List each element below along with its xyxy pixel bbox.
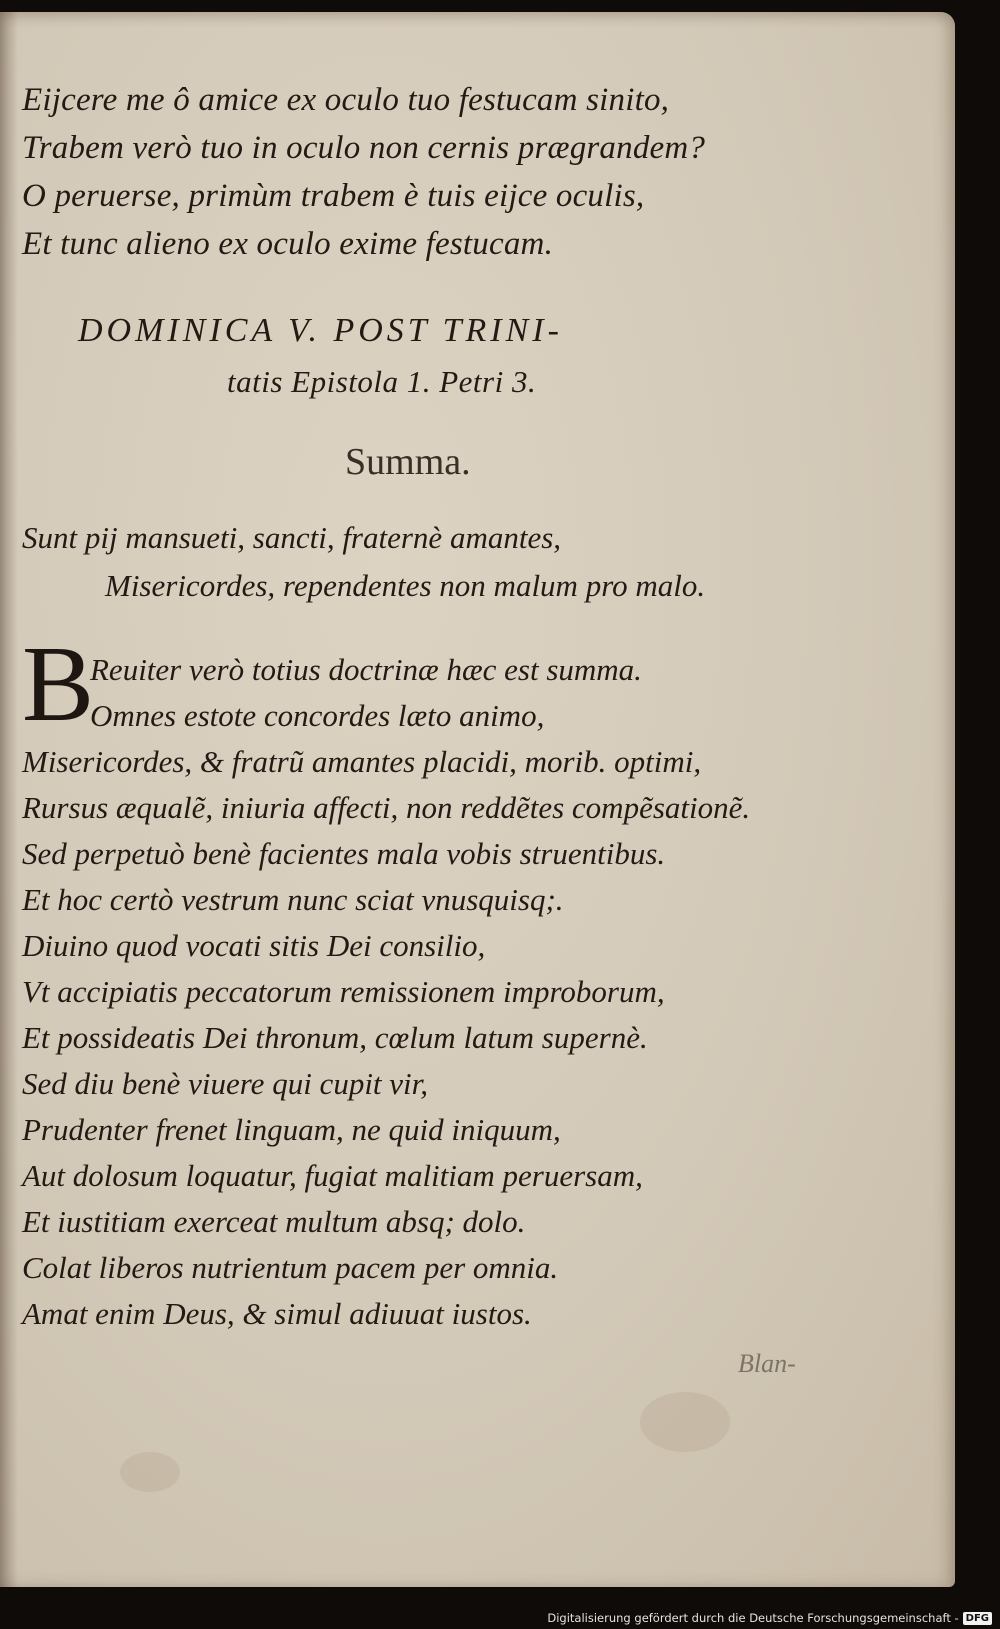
body-line: Prudenter frenet linguam, ne quid iniquum,	[22, 1112, 561, 1147]
body-line: Reuiter verò totius doctrinæ hæc est summa.	[90, 652, 642, 687]
dfg-logo: DFG	[963, 1612, 992, 1625]
body-line: Omnes estote concordes læto animo,	[90, 698, 545, 733]
summa-line: Sunt pij mansueti, sancti, fraternè amantes,	[22, 520, 562, 555]
body-line: Rursus æqualẽ, iniuria affecti, non reddẽtes compẽsationẽ.	[22, 790, 751, 825]
body-line: Amat enim Deus, & simul adiuuat iustos.	[22, 1296, 532, 1331]
section-subheading: tatis Epistola 1. Petri 3.	[227, 364, 537, 399]
body-line: Misericordes, & fratrũ amantes placidi, morib. optimi,	[22, 744, 702, 779]
verse-line: O peruerse, primùm trabem è tuis eijce oculis,	[22, 178, 645, 214]
body-line: Vt accipiatis peccatorum remissionem improborum,	[22, 974, 665, 1009]
body-line: Sed perpetuò benè facientes mala vobis struentibus.	[22, 836, 666, 871]
body-line: Et iustitiam exerceat multum absq; dolo.	[22, 1204, 526, 1239]
digitization-credit	[547, 1611, 992, 1625]
section-heading: DOMINICA V. POST TRINI-	[78, 312, 563, 349]
body-line: Et possideatis Dei thronum, cœlum latum supernè.	[22, 1020, 648, 1055]
paper-stain	[640, 1392, 730, 1452]
body-line: Aut dolosum loquatur, fugiat malitiam peruersam,	[22, 1158, 643, 1193]
verse-line: Et tunc alieno ex oculo exime festucam.	[22, 226, 554, 262]
body-line: Et hoc certò vestrum nunc sciat vnusquisq;.	[22, 882, 564, 917]
drop-cap: B	[22, 625, 95, 744]
summa-title: Summa.	[345, 441, 471, 483]
catchword: Blan-	[738, 1349, 796, 1378]
verse-line: Trabem verò tuo in oculo non cernis prægrandem?	[22, 130, 706, 166]
verse-line: Eijcere me ô amice ex oculo tuo festucam sinito,	[22, 82, 670, 118]
book-page	[0, 12, 955, 1587]
summa-line: Misericordes, rependentes non malum pro malo.	[105, 568, 706, 603]
paper-stain	[120, 1452, 180, 1492]
body-line: Diuino quod vocati sitis Dei consilio,	[22, 928, 486, 963]
page-gutter-shadow	[0, 12, 18, 1587]
credit-text: Digitalisierung gefördert durch die Deutsche Forschungsgemeinschaft -	[547, 1611, 959, 1625]
body-line: Colat liberos nutrientum pacem per omnia.	[22, 1250, 559, 1285]
body-line: Sed diu benè viuere qui cupit vir,	[22, 1066, 429, 1101]
